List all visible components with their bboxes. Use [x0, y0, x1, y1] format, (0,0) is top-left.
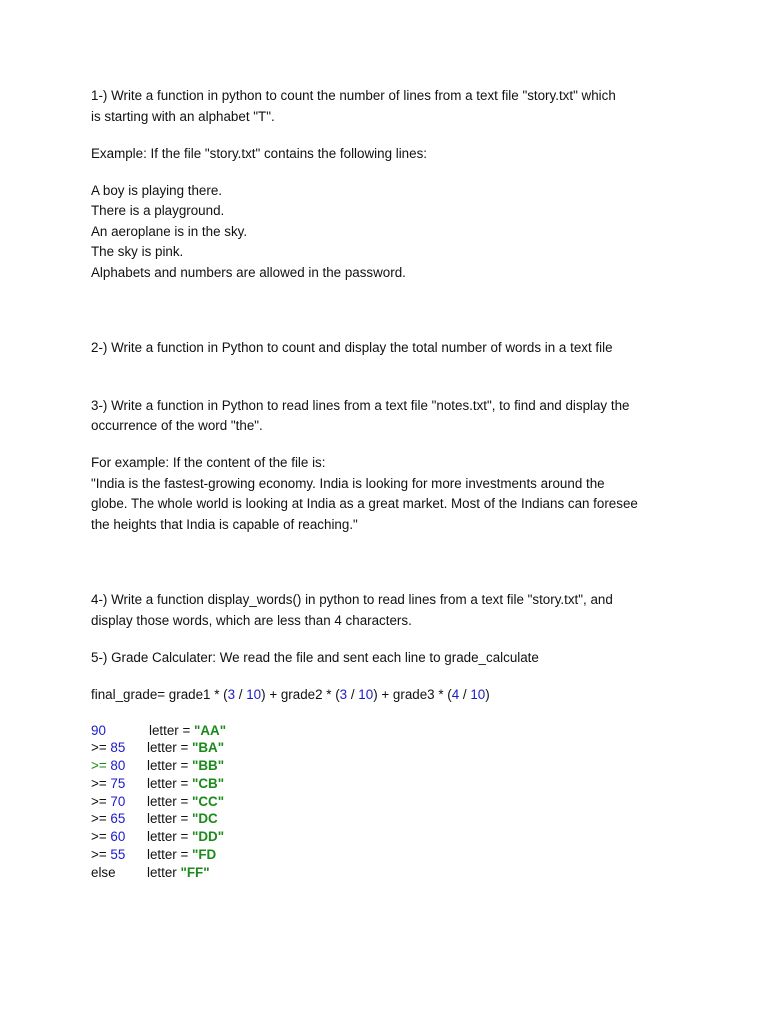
grade-condition [91, 793, 147, 811]
grade-row [91, 793, 691, 811]
grade-condition [91, 828, 147, 846]
grade-operator: >= [91, 811, 111, 827]
q1-example-line: Alphabets and numbers are allowed in the password. [91, 264, 406, 280]
grade-threshold: 85 [110, 740, 126, 756]
q1-example-line: There is a playground. [91, 203, 225, 218]
grade-letter: "BB" [192, 758, 225, 774]
formula-text: ) + grade3 * ( [373, 686, 452, 702]
formula-number: 4 [451, 686, 460, 702]
grade-operator: >= [91, 740, 111, 756]
q3-line-2: occurrence of the word "the". [91, 418, 263, 433]
grade-assign: letter = [149, 722, 195, 738]
grade-threshold: 80 [110, 758, 126, 774]
grade-threshold: 60 [110, 829, 126, 845]
grade-assign: letter = [147, 740, 193, 756]
q1-example-line: An aeroplane is in the sky. [91, 223, 248, 239]
formula-text: / [347, 686, 359, 702]
q3-example-intro: For example: If the content of the file is: [91, 455, 326, 470]
grade-threshold: 55 [110, 847, 126, 863]
q1-example-line: The sky is pink. [91, 244, 184, 259]
grade-row [91, 846, 691, 864]
grade-letter: "BA" [192, 740, 225, 756]
q1-example-intro: Example: If the file "story.txt" contains the following lines: [91, 145, 427, 161]
grade-letter: "DD" [192, 829, 225, 845]
grade-row [91, 828, 691, 846]
q5-formula [91, 685, 691, 706]
q1-line-1: 1-) Write a function in python to count the number of lines from a text file "story.txt" which [91, 88, 616, 103]
grade-row [91, 775, 691, 793]
q3-content-line: globe. The whole world is looking at India as a great market. Most of the Indians can foresee [91, 496, 638, 511]
grade-letter: "AA" [194, 722, 227, 738]
grade-letter: "DC [192, 811, 218, 827]
formula-text: ) + grade2 * ( [261, 686, 340, 702]
formula-text: ) [485, 686, 490, 702]
grade-assign: letter = [147, 758, 193, 774]
grade-condition [91, 757, 147, 775]
grade-condition [91, 739, 147, 757]
grade-assign: letter = [147, 811, 193, 827]
document-page [91, 86, 691, 882]
q1-line-2: is starting with an alphabet "T". [91, 108, 275, 124]
grade-operator: >= [91, 793, 111, 809]
grade-operator: >= [91, 758, 111, 774]
grade-row [91, 757, 691, 775]
grade-letter: "FD [192, 847, 217, 863]
grade-condition [91, 846, 147, 864]
formula-number: 10 [246, 686, 262, 702]
grade-condition [91, 775, 147, 793]
grade-row [91, 810, 691, 828]
grade-table [91, 722, 691, 882]
grade-operator: >= [91, 829, 111, 845]
grade-assign: letter = [147, 793, 193, 809]
grade-row-else [91, 864, 691, 882]
grade-letter: "CB" [192, 775, 225, 791]
grade-row [91, 722, 691, 740]
grade-else: else [91, 864, 116, 880]
formula-text: / [235, 686, 247, 702]
q2-line-1: 2-) Write a function in Python to count and display the total number of words in a text file [91, 340, 613, 355]
grade-row [91, 739, 691, 757]
formula-number: 3 [227, 686, 236, 702]
grade-threshold: 70 [110, 793, 126, 809]
q3-content-line: "India is the fastest-growing economy. India is looking for more investments around the [91, 475, 605, 491]
grade-condition [91, 810, 147, 828]
grade-assign: letter [147, 864, 181, 880]
formula-number: 3 [339, 686, 348, 702]
q4-line-1: 4-) Write a function display_words() in python to read lines from a text file "story.txt", and [91, 592, 613, 607]
grade-letter: "FF" [180, 864, 210, 880]
grade-operator: >= [91, 775, 111, 791]
q5-title: 5-) Grade Calculater: We read the file and sent each line to grade_calculate [91, 649, 539, 665]
grade-assign: letter = [147, 829, 193, 845]
q3-line-1: 3-) Write a function in Python to read lines from a text file "notes.txt", to find and display the [91, 397, 630, 413]
q1-example-line: A boy is playing there. [91, 182, 223, 198]
q3-content-line: the heights that India is capable of reaching." [91, 516, 358, 532]
grade-threshold: 75 [110, 775, 126, 791]
grade-operator: >= [91, 847, 111, 863]
grade-letter: "CC" [192, 793, 225, 809]
grade-threshold: 65 [110, 811, 126, 827]
formula-number: 10 [358, 686, 374, 702]
grade-assign: letter = [147, 847, 193, 863]
formula-number: 10 [470, 686, 486, 702]
q4-line-2: display those words, which are less than 4 characters. [91, 612, 412, 628]
grade-assign: letter = [147, 775, 193, 791]
formula-text: final_grade= grade1 * ( [91, 686, 228, 702]
formula-text: / [459, 686, 471, 702]
grade-threshold: 90 [91, 722, 106, 738]
grade-condition [91, 722, 147, 740]
